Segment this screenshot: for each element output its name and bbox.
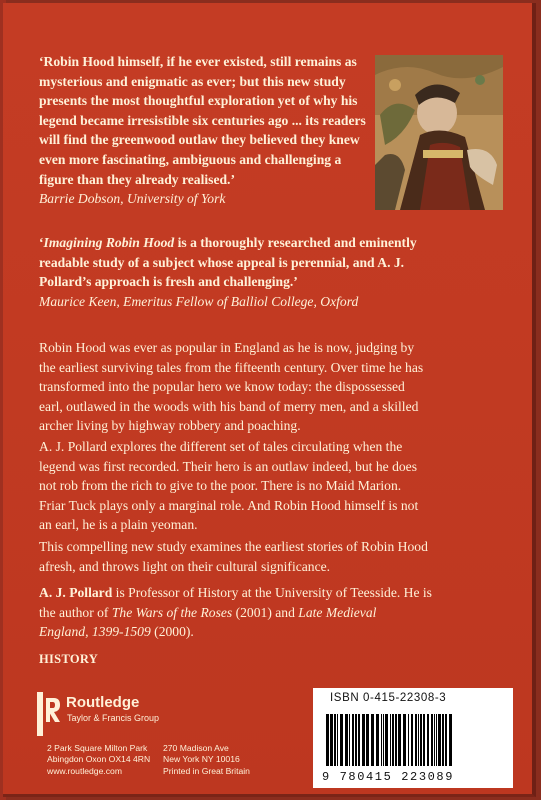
- paragraph-line: legend was first recorded. Their hero is an outlaw indeed, but he does: [39, 458, 417, 474]
- barcode-bar: [349, 714, 350, 766]
- quote-1-line: legend became irresistible six centuries ago ... its readers: [39, 112, 366, 128]
- author-name: A. J. Pollard: [39, 585, 113, 600]
- barcode-bar: [436, 714, 437, 766]
- author-bio-text: the author of: [39, 604, 112, 620]
- description-paragraph-2: [39, 437, 519, 535]
- author-bio: [39, 583, 519, 642]
- book-title-italic: The Wars of the Roses: [111, 604, 233, 620]
- author-bio-line: [39, 603, 519, 623]
- publisher-address-us: [163, 743, 250, 777]
- paragraph-line: A. J. Pollard explores the different set of tales circulating when the: [39, 439, 403, 454]
- quote-1-attribution: Barrie Dobson, University of York: [39, 191, 226, 206]
- barcode-bar: [385, 714, 388, 766]
- paragraph-line: afresh, and throws light on their cultural significance.: [39, 558, 331, 574]
- paragraph-line: Robin Hood was ever as popular in England as he is now, judging by: [39, 340, 415, 355]
- paragraph-line: not rob from the rich to give to the poor. There is no Maid Marion.: [39, 478, 402, 494]
- barcode-bar: [398, 714, 401, 766]
- barcode-bar: [390, 714, 391, 766]
- quote-1: [39, 52, 369, 189]
- barcode-bar: [445, 714, 447, 766]
- barcode-bar: [423, 714, 425, 766]
- barcode-bar: [438, 714, 441, 766]
- barcode-bar: [392, 714, 394, 766]
- quote-1-line: even more fascinating, ambiguous and challenging a: [39, 151, 342, 167]
- quote-1-line: figure than they already realised.’: [39, 171, 235, 187]
- quote-2: [39, 233, 519, 292]
- barcode-bar: [337, 714, 338, 766]
- barcode-bar: [415, 714, 417, 766]
- author-bio-text: is Professor of History at the University of Teesside. He is: [112, 585, 432, 600]
- description-paragraph-1: [39, 338, 519, 436]
- barcode-bar: [434, 714, 435, 766]
- paragraph-line: the earliest surviving tales from the fifteenth century. Over time he has: [39, 359, 424, 375]
- barcode-bar: [334, 714, 336, 766]
- quote-1-line: will find the greenwood outlaw they believed they knew: [39, 132, 360, 148]
- barcode-bar: [376, 714, 379, 766]
- barcode-bar: [352, 714, 354, 766]
- barcode-digits: 9 780415 223089: [322, 770, 455, 784]
- description-paragraph-3: [39, 537, 519, 576]
- barcode-bar: [420, 714, 422, 766]
- quote-2-line: Pollard’s approach is fresh and challenging.’: [39, 274, 298, 290]
- paragraph-line: an earl, he is a plain yeoman.: [39, 517, 198, 533]
- barcode-bar: [449, 714, 452, 766]
- barcode-bar: [330, 714, 333, 766]
- cover-illustration: [375, 55, 503, 210]
- routledge-logo: [37, 692, 61, 736]
- paragraph-line: Friar Tuck plays only a marginal role. And Robin Hood himself is not: [39, 497, 419, 513]
- publisher-address-uk: [47, 743, 150, 777]
- barcode-bar: [411, 714, 413, 766]
- barcode-bar: [362, 714, 365, 766]
- quote-2-line-rest: is a thoroughly researched and eminently: [174, 235, 417, 250]
- author-bio-line: [39, 583, 519, 603]
- barcode-bar: [358, 714, 360, 766]
- publisher-name: Routledge: [66, 694, 140, 711]
- barcode-bar: [442, 714, 444, 766]
- barcode-bar: [340, 714, 343, 766]
- barcode-bar: [326, 714, 329, 766]
- quote-2-line: [39, 233, 519, 253]
- paragraph-line: archer living by highway robbery and poaching.: [39, 418, 301, 434]
- quote-1-line: ‘Robin Hood himself, if he ever existed, still remains as: [39, 54, 357, 69]
- quote-1-line: presents the most thoughtful exploration yet of why his: [39, 93, 358, 109]
- barcode-bar: [345, 714, 348, 766]
- category-label: HISTORY: [39, 652, 99, 666]
- quote-2-attribution: Maurice Keen, Emeritus Fellow of Balliol College, Oxford: [39, 294, 359, 309]
- barcode-bar: [418, 714, 419, 766]
- barcode-bar: [403, 714, 406, 766]
- publisher-group: Taylor & Francis Group: [67, 713, 160, 723]
- paragraph-line: earl, outlawed in the woods with his band of merry men, and a skilled: [39, 398, 419, 414]
- book-title-italic: Imagining Robin Hood: [43, 235, 175, 250]
- isbn-text: ISBN 0-415-22308-3: [330, 692, 447, 704]
- barcode-bar: [366, 714, 369, 766]
- author-bio-line: [39, 622, 519, 642]
- barcode-bar: [431, 714, 433, 766]
- paragraph-line: transformed into the popular hero we know today: the dispossessed: [39, 379, 405, 395]
- quote-2-open: ‘: [39, 235, 44, 250]
- author-bio-text: (2000).: [150, 624, 194, 640]
- barcode-bar: [383, 714, 384, 766]
- barcode-bar: [427, 714, 429, 766]
- quote-2-line: readable study of a subject whose appeal is perennial, and A. J.: [39, 254, 405, 270]
- paragraph-line: This compelling new study examines the earliest stories of Robin Hood: [39, 539, 428, 554]
- address-line: 2 Park Square Milton Park: [47, 743, 148, 753]
- address-line: Printed in Great Britain: [163, 765, 250, 776]
- book-title-italic: Late Medieval: [298, 604, 377, 620]
- barcode-bar: [395, 714, 397, 766]
- barcode-bar: [371, 714, 374, 766]
- quote-1-line: mysterious and enigmatic as ever; but this new study: [39, 73, 346, 89]
- address-line: Abingdon Oxon OX14 4RN: [47, 754, 151, 765]
- book-title-italic: England, 1399-1509: [39, 624, 151, 640]
- address-line: New York NY 10016: [163, 754, 240, 765]
- address-line: www.routledge.com: [47, 765, 122, 776]
- barcode-bar: [355, 714, 357, 766]
- barcode-bar: [381, 714, 382, 766]
- address-line: 270 Madison Ave: [163, 743, 229, 753]
- barcode-bar: [408, 714, 409, 766]
- author-bio-text: (2001) and: [232, 604, 299, 620]
